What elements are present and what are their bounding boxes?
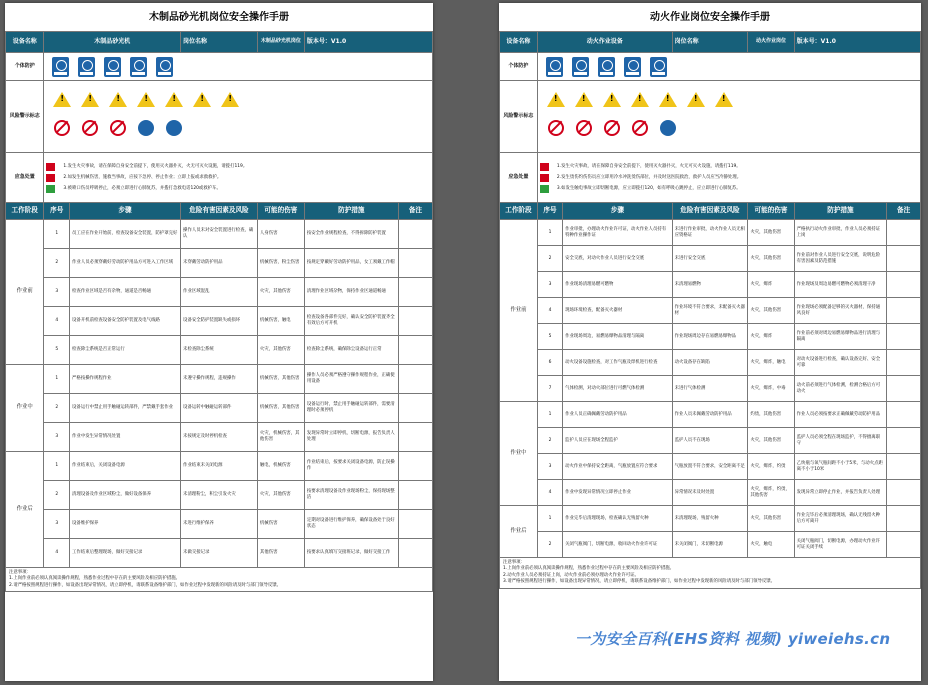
table-row: [500, 532, 921, 558]
table-row: [6, 278, 433, 307]
harm-cell: 触电，机械伤害: [257, 452, 304, 481]
row-number: 6: [537, 350, 562, 376]
column-header: 防护措施: [794, 203, 887, 220]
step-cell: 检查除尘系统是否正常运行: [70, 336, 181, 365]
row-number: 7: [537, 376, 562, 402]
manual-page-hot-work: [499, 3, 921, 681]
step-cell: 监护人员应在现场全程监护: [563, 428, 672, 454]
measure-cell: 监护人员必须全程在现场监护，不得擅离职守: [794, 428, 887, 454]
hazard-cell: 未进行维护保养: [181, 510, 258, 539]
harm-cell: 火灾，爆炸，触电: [748, 350, 794, 376]
row-number: 1: [44, 220, 70, 249]
table-row: [6, 452, 433, 481]
measure-cell: 作业现场及周边易燃可燃物必须清理干净: [794, 272, 887, 298]
safety-table: [499, 31, 921, 558]
harm-cell: 火灾，爆炸，灼烫: [748, 454, 794, 480]
warning-icons: [46, 89, 430, 117]
emergency-row: [500, 153, 921, 203]
step-cell: 安全交底，对动火作业人员进行安全交底: [563, 246, 672, 272]
emergency-label: 应急处置: [500, 153, 538, 203]
column-header: 序号: [537, 203, 562, 220]
note-line: 注意事项：: [9, 570, 31, 575]
measure-cell: 检查设备各部件完好，确认安全防护装置齐全有效后方可开机: [304, 307, 398, 336]
safety-shoes-icon: [156, 57, 173, 77]
warning-mechanical-icon: [52, 91, 72, 115]
row-number: 2: [44, 394, 70, 423]
table-row: [500, 350, 921, 376]
hazard-cell: 未清理现场，残留火种: [672, 506, 748, 532]
remark-cell: [887, 272, 921, 298]
harm-cell: 火灾，其他伤害: [748, 506, 794, 532]
note-line: 1.上岗作业前必须认真阅读操作规程，熟悉作业过程中存在的主要风险及相应防护措施。: [9, 576, 181, 582]
measure-cell: 动火前必须进行气体检测，检测合格后方可动火: [794, 376, 887, 402]
stage-cell: 作业后: [6, 452, 44, 568]
no-smoking-icon: [52, 119, 72, 143]
step-cell: 作业结束后，关闭设备电源: [70, 452, 181, 481]
stage-cell: 作业后: [500, 506, 538, 558]
emergency-item: 1.发生火灾事故，请在保障自身安全前提下，使用灭火器扑灭，火无可灭火设施，请拨打119。: [46, 163, 430, 171]
remark-cell: [398, 394, 432, 423]
table-row: [500, 454, 921, 480]
table-row: [500, 272, 921, 298]
step-cell: 清理设备及作业区域粉尘，做好设备保养: [70, 481, 181, 510]
harm-cell: 火灾，触电: [748, 532, 794, 558]
post-label: 岗位名称: [672, 32, 748, 53]
warning-explosion-icon: [574, 91, 594, 115]
row-number: 3: [44, 423, 70, 452]
table-row: [6, 365, 433, 394]
remark-cell: [887, 376, 921, 402]
prohibition-icons: [46, 117, 430, 145]
hazard-cell: 未进行作业审批，动火作业人员无相应资格证: [672, 220, 748, 246]
measure-cell: 按要求清理设备及作业现场粉尘，保持现场整洁: [304, 481, 398, 510]
column-header: 序号: [44, 203, 70, 220]
warning-slip-icon: [192, 91, 212, 115]
remark-cell: [398, 539, 432, 568]
hazard-cell: 作业环境不符合要求，未配备灭火器材: [672, 298, 748, 324]
harm-cell: 火灾，爆炸，中毒: [748, 376, 794, 402]
hazard-cell: 气瓶放置不符合要求，安全距离不足: [672, 454, 748, 480]
row-number: 4: [44, 539, 70, 568]
header-row: [6, 32, 433, 53]
step-cell: 作业人员必须穿戴好劳动防护用品方可进入工作区域: [70, 249, 181, 278]
step-cell: 动火设备设施检查，对工作气瓶及焊机进行检查: [563, 350, 672, 376]
measure-cell: 定期对设备进行维护保养，确保设备处于良好状态: [304, 510, 398, 539]
measure-cell: 乙炔瓶与氧气瓶间距不小于5米，与动火点距离不小于10米: [794, 454, 887, 480]
hazard-cell: 未清理粉尘，积尘引发火灾: [181, 481, 258, 510]
safety-table: [5, 31, 433, 568]
harm-cell: 火灾，其他伤害: [748, 428, 794, 454]
harm-cell: 灼烫，其他伤害: [748, 402, 794, 428]
row-number: 1: [537, 220, 562, 246]
version-label: 版本号：V1.0: [304, 32, 432, 53]
remark-cell: [887, 506, 921, 532]
remark-cell: [887, 480, 921, 506]
step-cell: 作业中发现异常情况立即停止作业: [563, 480, 672, 506]
remark-cell: [887, 220, 921, 246]
note-line: 2.动火作业人员必须持证上岗，动火作业前必须办理动火作业许可证。: [503, 572, 639, 578]
warning-hot-icon: [630, 91, 650, 115]
table-row: [500, 480, 921, 506]
emergency-item: 3.如发生触电事故立即切断电源，应立即拨打120，如有呼吸心跳停止，应立即进行心肺复苏。: [540, 185, 918, 193]
warning-burn-icon: [686, 91, 706, 115]
step-cell: 作业人员正确佩戴劳动防护用品: [563, 402, 672, 428]
hazard-cell: 未穿戴劳动防护用品: [181, 249, 258, 278]
measure-cell: 操作人员必须严格遵守操作规程作业，正确使用设备: [304, 365, 398, 394]
column-header: 防护措施: [304, 203, 398, 220]
step-cell: 严格按操作规程作业: [70, 365, 181, 394]
remark-cell: [887, 324, 921, 350]
remark-cell: [398, 510, 432, 539]
harm-cell: 火灾，其他伤害: [748, 246, 794, 272]
table-row: [6, 539, 433, 568]
row-number: 1: [44, 452, 70, 481]
row-number: 2: [44, 249, 70, 278]
step-cell: 检查作业区域是否有杂物，通道是否畅通: [70, 278, 181, 307]
note-line: 1.上岗作业前必须认真阅读操作规程，熟悉作业过程中存在的主要风险及相应防护措施。: [503, 566, 675, 572]
hazard-cell: 未关闭阀门，未切断电源: [672, 532, 748, 558]
ppe-label: 个体防护: [500, 53, 538, 81]
harm-cell: 火灾，爆炸，灼烫，其他伤害: [748, 480, 794, 506]
no-touch-icon: [108, 119, 128, 143]
harm-cell: 人身伤害: [257, 220, 304, 249]
hazard-cell: 异常情况未及时处置: [672, 480, 748, 506]
ppe-row: [6, 53, 433, 81]
warning-toxic-icon: [714, 91, 734, 115]
measure-cell: 发现异常立即停止作业，并报告负责人处理: [794, 480, 887, 506]
helmet-icon: [546, 57, 563, 77]
prohibition-icons: [540, 117, 918, 145]
remark-cell: [398, 336, 432, 365]
row-number: 3: [44, 278, 70, 307]
hazard-cell: 未遵守操作规程，违规操作: [181, 365, 258, 394]
risk-row: [500, 81, 921, 153]
step-cell: 作业现场周边，易燃易爆物品清理与隔离: [563, 324, 672, 350]
manual-page-sander: [5, 3, 433, 681]
emergency-label: 应急处置: [6, 153, 44, 203]
column-header-row: [500, 203, 921, 220]
emergency-item: 2.如发生机械伤害，施救当事故，应按下急停、停止作业；立即上报或求救救护。: [46, 174, 430, 182]
remark-cell: [887, 298, 921, 324]
equipment-label: 设备名称: [6, 32, 44, 53]
stage-cell: 作业中: [500, 402, 538, 506]
step-cell: 动火作业中保持安全距离，气瓶放置应符合要求: [563, 454, 672, 480]
table-row: [500, 246, 921, 272]
post-label: 岗位名称: [181, 32, 258, 53]
warning-general-icon: [658, 91, 678, 115]
warning-electric-icon: [602, 91, 622, 115]
step-cell: 气体检测，对动火部位进行可燃气体检测: [563, 376, 672, 402]
safety-boots-icon: [624, 57, 641, 77]
stage-cell: 作业前: [500, 220, 538, 402]
row-number: 2: [537, 532, 562, 558]
stage-cell: 作业中: [6, 365, 44, 452]
note-line: 3.请严格按照规程进行操作，如设备出现异常情况，请立即停机，请联系设备维护部门，如作业过程中发现新的风险请及时与部门领导反馈。: [503, 579, 776, 585]
emergency-item: 3.被喷口伤员呼吸停止，必须立即进行心肺复苏，并拨打急救电话120或救护车。: [46, 185, 430, 193]
measure-cell: 发现异常时立即停机，切断电源，报告负责人处理: [304, 423, 398, 452]
emergency-sign-icon: [540, 163, 549, 171]
step-cell: 作业现场清理易燃可燃物: [563, 272, 672, 298]
row-number: 4: [537, 480, 562, 506]
remark-cell: [887, 402, 921, 428]
dust-mask-icon: [104, 57, 121, 77]
step-cell: 关闭气瓶阀门，切断电源，收回动火作业许可证: [563, 532, 672, 558]
remark-cell: [887, 350, 921, 376]
emergency-sign-icon: [46, 185, 55, 193]
harm-cell: 火灾，其他伤害: [257, 481, 304, 510]
row-number: 2: [537, 428, 562, 454]
measure-cell: 作业结束后，按要求关闭设备电源，防止误操作: [304, 452, 398, 481]
emergency-sign-icon: [46, 163, 55, 171]
row-number: 2: [44, 481, 70, 510]
step-cell: 作业审批，办理动火作业许可证，动火作业人员持有特种作业操作证: [563, 220, 672, 246]
harm-cell: 火灾，其他伤害: [257, 336, 304, 365]
column-header-row: [6, 203, 433, 220]
mandatory-ventilate-icon: [136, 119, 156, 143]
remark-cell: [887, 246, 921, 272]
hazard-cell: 未按规定及时停机检查: [181, 423, 258, 452]
hazard-cell: 未做交接记录: [181, 539, 258, 568]
harm-cell: 机械伤害: [257, 510, 304, 539]
risk-label: 风险警示标志: [500, 81, 538, 153]
column-header: 备注: [887, 203, 921, 220]
harm-cell: 火灾，爆炸: [748, 324, 794, 350]
step-cell: 作业完毕后清理现场，检查确认无残留火种: [563, 506, 672, 532]
emergency-sign-icon: [540, 174, 549, 182]
harm-cell: 机械伤害，触电: [257, 307, 304, 336]
mandatory-ground-icon: [164, 119, 184, 143]
hazard-cell: 操作人员未对安全装置进行检查，确认: [181, 220, 258, 249]
stage-cell: 作业前: [6, 220, 44, 365]
warning-pinch-icon: [164, 91, 184, 115]
remark-cell: [398, 307, 432, 336]
warning-fire-icon: [546, 91, 566, 115]
measure-cell: 作业前对作业人员进行安全交底，说明危险有害因素及防范措施: [794, 246, 887, 272]
hazard-cell: 作业现场周边存在易燃易爆物品: [672, 324, 748, 350]
protective-clothing-icon: [598, 57, 615, 77]
warning-fire-icon: [80, 91, 100, 115]
measure-cell: 按规定穿戴好劳动防护用品，女工须戴工作帽: [304, 249, 398, 278]
harm-cell: 其他伤害: [257, 539, 304, 568]
ppe-icons: [540, 55, 918, 79]
measure-cell: 按要求认真填写交接班记录，做好交接工作: [304, 539, 398, 568]
row-number: 5: [44, 336, 70, 365]
measure-cell: 按安全作业规程检查，不得拆除防护装置: [304, 220, 398, 249]
watermark: 一为安全百科(EHS资料 视频) yiweiehs.cn: [575, 630, 891, 648]
hazard-cell: 作业区域混乱: [181, 278, 258, 307]
table-row: [6, 336, 433, 365]
table-row: [6, 307, 433, 336]
table-row: [6, 220, 433, 249]
ppe-icons: [46, 55, 430, 79]
step-cell: 设备维护保养: [70, 510, 181, 539]
step-cell: 设备开机前检查设备安全防护装置及电气线路: [70, 307, 181, 336]
version-label: 版本号：V1.0: [794, 32, 920, 53]
hazard-cell: 设备安全防护装置缺失或损坏: [181, 307, 258, 336]
welding-mask-icon: [572, 57, 589, 77]
column-header: 备注: [398, 203, 432, 220]
warning-icons: [540, 89, 918, 117]
earplug-icon: [130, 57, 147, 77]
row-number: 5: [537, 324, 562, 350]
table-row: [500, 220, 921, 246]
mandatory-extinguisher-icon: [658, 119, 678, 143]
goggles-icon: [78, 57, 95, 77]
column-header: 步骤: [70, 203, 181, 220]
measure-cell: 作业现场必须配备足够的灭火器材，保持通风良好: [794, 298, 887, 324]
row-number: 2: [537, 246, 562, 272]
equipment-name: 动火作业设备: [537, 32, 672, 53]
page-title: 木制品砂光机岗位安全操作手册: [149, 12, 289, 23]
hazard-cell: 未清理易燃物: [672, 272, 748, 298]
step-cell: 工作结束后整理现场，做好交接记录: [70, 539, 181, 568]
table-row: [6, 481, 433, 510]
remark-cell: [887, 454, 921, 480]
remark-cell: [398, 278, 432, 307]
row-number: 1: [537, 506, 562, 532]
remark-cell: [887, 532, 921, 558]
post-name: 动火作业岗位: [748, 32, 794, 53]
gloves-icon: [650, 57, 667, 77]
table-row: [500, 428, 921, 454]
row-number: 4: [44, 307, 70, 336]
harm-cell: 火灾，其他伤害: [748, 298, 794, 324]
remark-cell: [398, 481, 432, 510]
table-row: [6, 510, 433, 539]
table-row: [500, 324, 921, 350]
hazard-cell: 未进行气体检测: [672, 376, 748, 402]
harm-cell: 机械伤害，粉尘伤害: [257, 249, 304, 278]
remark-cell: [398, 220, 432, 249]
hazard-cell: 作业人员未佩戴劳动防护用品: [672, 402, 748, 428]
measure-cell: 对动火设备进行检查，确认设备完好、安全可靠: [794, 350, 887, 376]
emergency-item: 1.发生火灾事故，请在保障自身安全前提下，使用灭火器扑灭，火无可灭火设施，请拨打119。: [540, 163, 918, 171]
step-cell: 现场环境检查，配备灭火器材: [563, 298, 672, 324]
hazard-cell: 未检查除尘系统: [181, 336, 258, 365]
measure-cell: 清理作业区域杂物，保持作业区通道畅通: [304, 278, 398, 307]
remark-cell: [887, 428, 921, 454]
column-header: 可能的伤害: [257, 203, 304, 220]
column-header: 危险有害因素及风险: [181, 203, 258, 220]
table-row: [500, 506, 921, 532]
table-row: [6, 394, 433, 423]
measure-cell: 设备运行时，禁止用手触碰运转部件，需要清理时必须停机: [304, 394, 398, 423]
harm-cell: 机械伤害，其他伤害: [257, 394, 304, 423]
remark-cell: [398, 365, 432, 394]
harm-cell: 火灾，爆炸: [748, 272, 794, 298]
table-row: [6, 423, 433, 452]
emergency-row: [6, 153, 433, 203]
risk-label: 风险警示标志: [6, 81, 44, 153]
column-header: 可能的伤害: [748, 203, 794, 220]
warning-dust-icon: [136, 91, 156, 115]
hazard-cell: 作业结束未关闭电源: [181, 452, 258, 481]
column-header: 工作阶段: [6, 203, 44, 220]
measure-cell: 作业人员必须按要求正确佩戴劳动防护用品: [794, 402, 887, 428]
no-fire-icon: [80, 119, 100, 143]
no-flammable-icon: [602, 119, 622, 143]
column-header: 步骤: [563, 203, 672, 220]
equipment-label: 设备名称: [500, 32, 538, 53]
row-number: 4: [537, 298, 562, 324]
no-smoking-icon: [574, 119, 594, 143]
equipment-name: 木制品砂光机: [44, 32, 181, 53]
step-cell: 员工应在作业开始前，检查设备安全装置，防护罩完好: [70, 220, 181, 249]
measure-cell: 作业前必须对周边易燃易爆物品进行清理与隔离: [794, 324, 887, 350]
row-number: 1: [537, 402, 562, 428]
row-number: 1: [44, 365, 70, 394]
measure-cell: 检查除尘系统，确保除尘设备运行正常: [304, 336, 398, 365]
ppe-row: [500, 53, 921, 81]
page-title: 动火作业岗位安全操作手册: [650, 12, 770, 23]
note-line: 注意事项：: [503, 560, 525, 565]
table-row: [500, 402, 921, 428]
harm-cell: 火灾，其他伤害: [748, 220, 794, 246]
no-entry-icon: [630, 119, 650, 143]
header-row: [500, 32, 921, 53]
step-cell: 设备运行中禁止用手触碰运转部件，严禁戴手套作业: [70, 394, 181, 423]
table-row: [500, 298, 921, 324]
row-number: 3: [537, 454, 562, 480]
warning-general-icon: [220, 91, 240, 115]
emergency-item: 2.发生烫伤灼伤伤员应立即用冷水冲洗烫伤部位，并及时送医院救治，救护人员应当冷静处理。: [540, 174, 918, 182]
measure-cell: 严格执行动火作业审批，作业人员必须持证上岗: [794, 220, 887, 246]
measure-cell: 作业完毕后必须清理现场，确认无残留火种后方可离开: [794, 506, 887, 532]
ppe-label: 个体防护: [6, 53, 44, 81]
harm-cell: 火灾，机械伤害，其他伤害: [257, 423, 304, 452]
emergency-sign-icon: [46, 174, 55, 182]
hazard-cell: 动火设备存在缺陷: [672, 350, 748, 376]
risk-row: [6, 81, 433, 153]
remark-cell: [398, 452, 432, 481]
emergency-sign-icon: [540, 185, 549, 193]
harm-cell: 火灾，其他伤害: [257, 278, 304, 307]
row-number: 3: [537, 272, 562, 298]
note-line: 2.请严格按照规程进行操作，如设备出现异常情况，请立即停机，请联系设备维护部门，如作业过程中发现新的风险请及时与部门领导反馈。: [9, 582, 282, 588]
harm-cell: 机械伤害，其他伤害: [257, 365, 304, 394]
column-header: 工作阶段: [500, 203, 538, 220]
notes: [499, 558, 921, 589]
table-row: [500, 376, 921, 402]
notes: [5, 568, 433, 592]
post-name: 木制品砂光机岗位: [257, 32, 304, 53]
row-number: 3: [44, 510, 70, 539]
no-fire-icon: [546, 119, 566, 143]
step-cell: 作业中发生异常情况处置: [70, 423, 181, 452]
remark-cell: [398, 423, 432, 452]
hazard-cell: 监护人员不在现场: [672, 428, 748, 454]
warning-electric-icon: [108, 91, 128, 115]
helmet-icon: [52, 57, 69, 77]
hazard-cell: 未进行安全交底: [672, 246, 748, 272]
column-header: 危险有害因素及风险: [672, 203, 748, 220]
measure-cell: 关闭气瓶阀门，切断电源，办理动火作业许可证关闭手续: [794, 532, 887, 558]
hazard-cell: 设备运转中触碰运转部件: [181, 394, 258, 423]
table-row: [6, 249, 433, 278]
remark-cell: [398, 249, 432, 278]
